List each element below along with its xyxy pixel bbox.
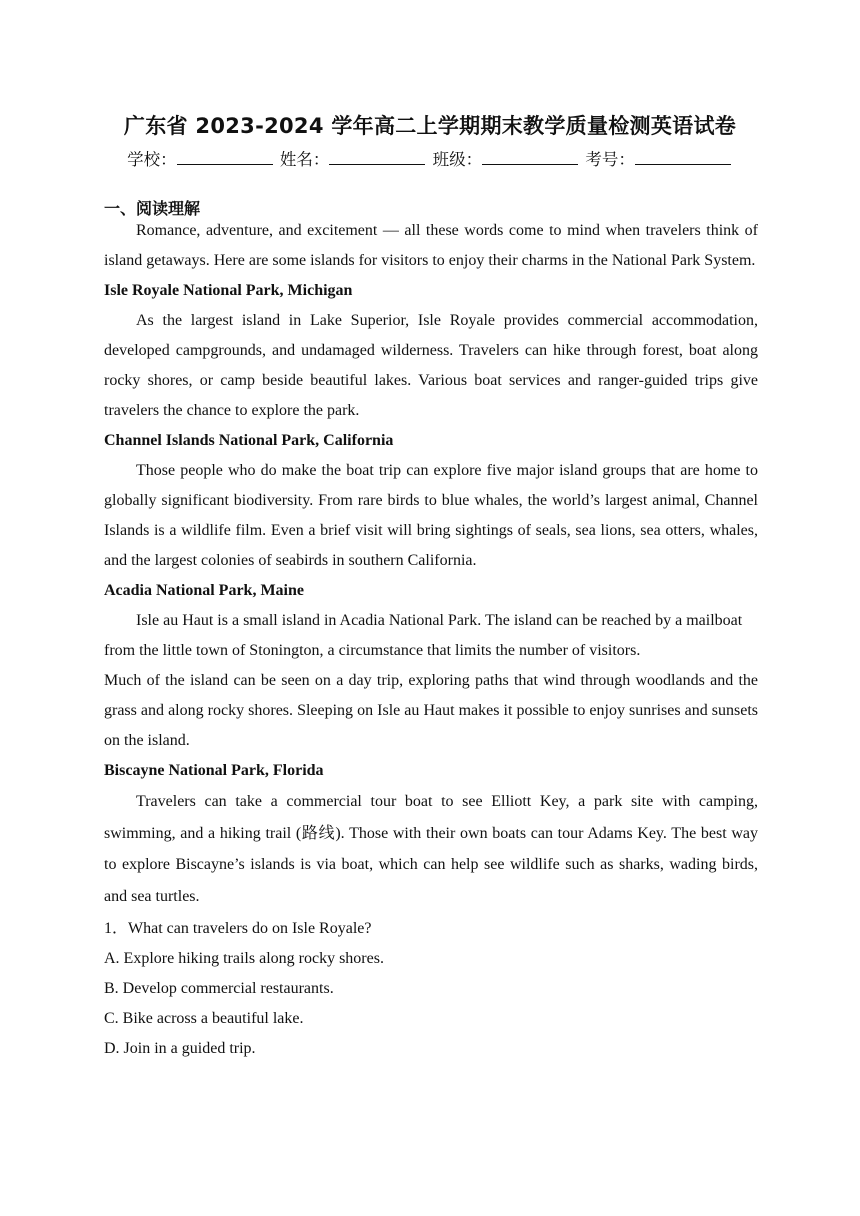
park-text: Travelers can take a commercial tour boat to see Elliott Key, a park site with camping, swimming, and a hiking trail (路线). Those with their own boats can tour Adams Key. The best way to explore Biscayne’s islands is via boat, which can help see wildlife such as sharks, wading birds, and sea turtles. [104, 793, 758, 905]
school-label: 学校： [127, 150, 177, 169]
answer-option-a[interactable]: A. Explore hiking trails along rocky shores. [104, 950, 384, 967]
question-number: 1． [104, 920, 129, 937]
park-heading: Isle Royale National Park, Michigan [104, 282, 353, 299]
exam-number-blank[interactable] [635, 150, 731, 165]
answer-option-d[interactable]: D. Join in a guided trip. [104, 1040, 256, 1057]
park-heading: Biscayne National Park, Florida [104, 762, 324, 779]
question-stem [104, 914, 758, 944]
class-blank[interactable] [482, 150, 578, 165]
exam-number-label: 考号： [585, 150, 635, 169]
park-text: Isle au Haut is a small island in Acadia National Park. The island can be reached by a mailboat from the little town of Stonington, a circumstance that limits the number of visitors. [104, 612, 743, 659]
reading-passage [104, 216, 758, 1064]
answer-option-c[interactable]: C. Bike across a beautiful lake. [104, 1010, 304, 1027]
park-text: Those people who do make the boat trip can explore five major island groups that are home to globally significant biodiversity. From rare birds to blue whales, the world’s largest animal, Channel Islands is a wildlife film. Even a brief visit will bring sightings of seals, sea lions, sea otters, whales, and the largest colonies of seabirds in southern California. [104, 462, 758, 569]
passage-intro: Romance, adventure, and excitement — all these words come to mind when travelers think of island getaways. Here are some islands for visitors to enjoy their charms in the National Park System. [104, 222, 758, 269]
park-heading: Acadia National Park, Maine [104, 582, 304, 599]
name-blank[interactable] [329, 150, 425, 165]
answer-option-b[interactable]: B. Develop commercial restaurants. [104, 980, 334, 997]
name-label: 姓名： [279, 150, 330, 169]
class-label: 班级： [432, 150, 483, 169]
park-text-continued: Much of the island can be seen on a day trip, exploring paths that wind through woodlands and the grass and along rocky shores. Sleeping on Isle au Haut makes it possible to enjoy sunrises and sunsets on the island. [104, 672, 758, 749]
park-text: As the largest island in Lake Superior, Isle Royale provides commercial accommodation, developed campgrounds, and undamaged wilderness. Travelers can hike through forest, boat along rocky shores, or camp beside beautiful lakes. Various boat services and ranger-guided trips give travelers the chance to explore the park. [104, 312, 758, 419]
question-text: What can travelers do on Isle Royale? [128, 920, 372, 937]
exam-title: 广东省 2023-2024 学年高二上学期期末教学质量检测英语试卷 [123, 114, 737, 138]
school-blank[interactable] [177, 150, 273, 165]
student-info-line [0, 146, 860, 170]
section-title: 一、阅读理解 [104, 199, 201, 218]
park-heading: Channel Islands National Park, California [104, 432, 394, 449]
